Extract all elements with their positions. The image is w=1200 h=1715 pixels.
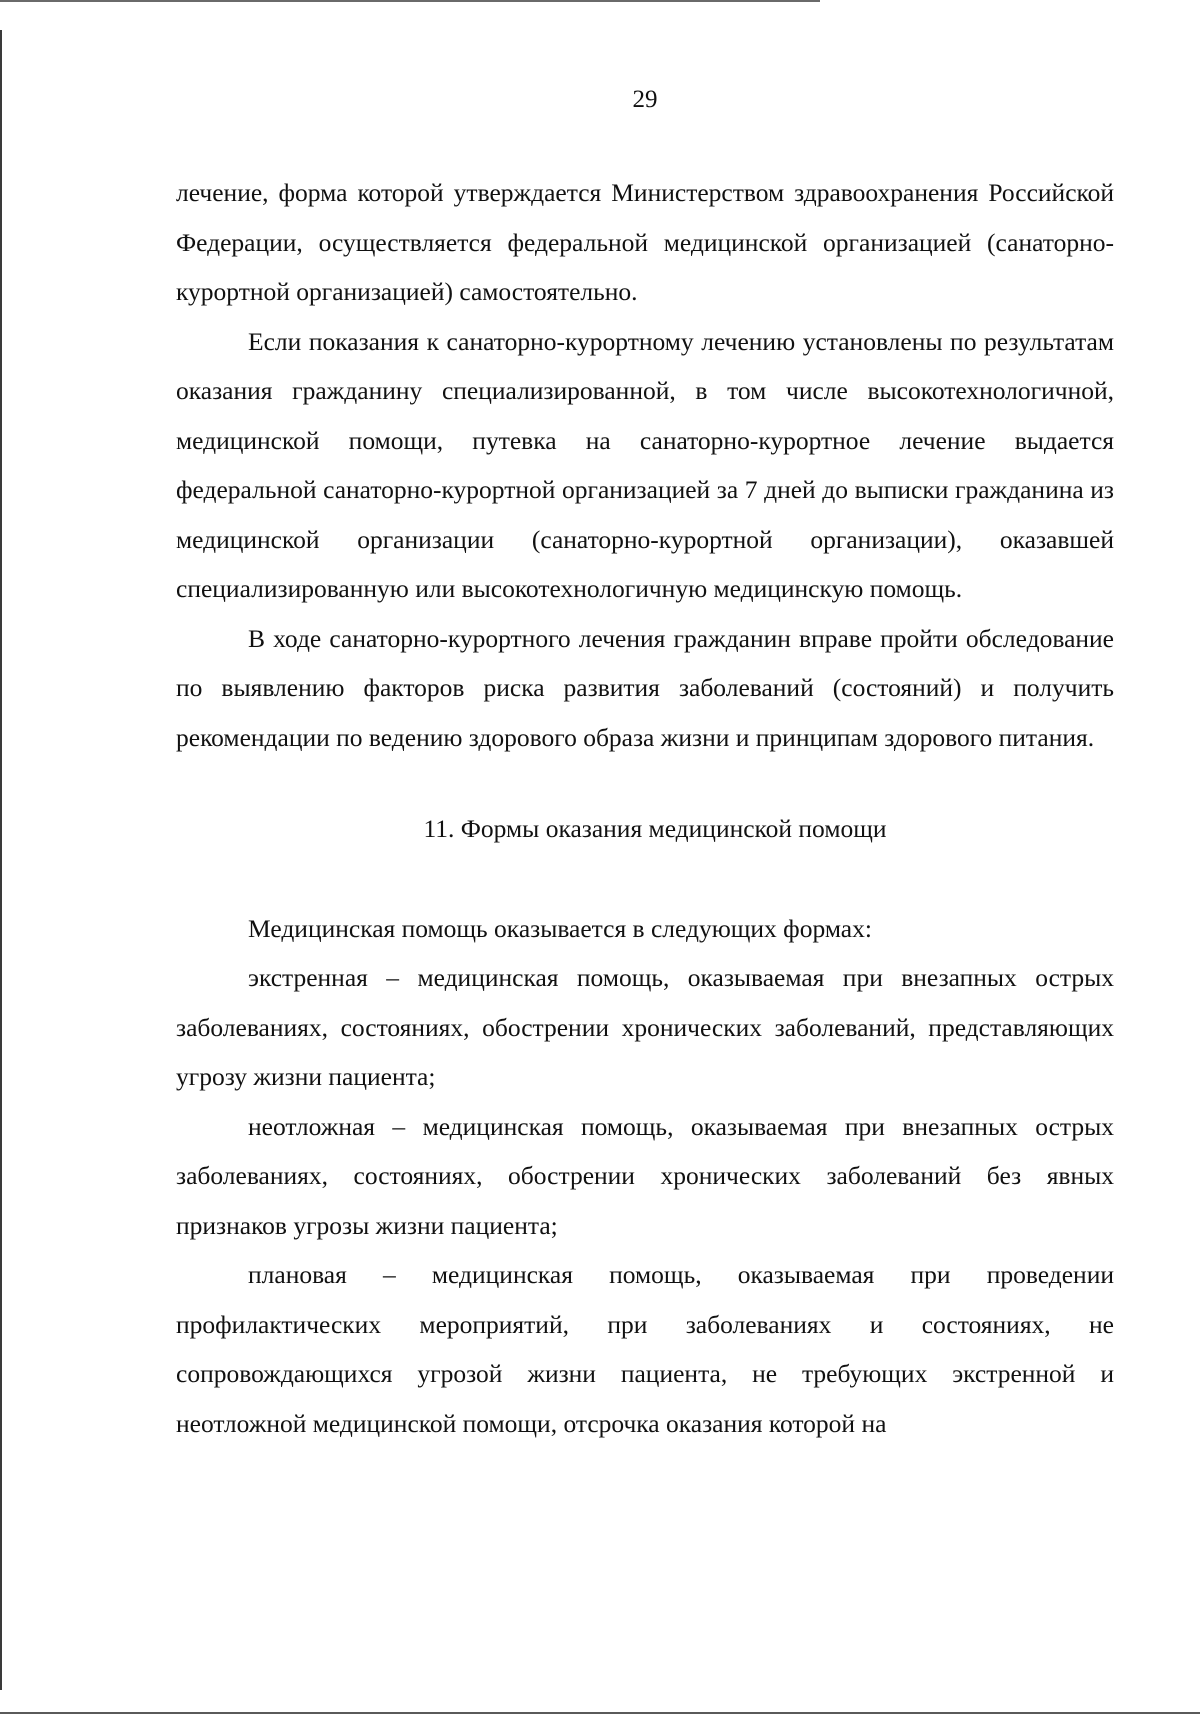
forms-intro: Медицинская помощь оказывается в следующих формах: — [248, 913, 872, 943]
scan-edge-left — [0, 30, 2, 1690]
paragraph-voucher-issuance: Если показания к санаторно-курортному лечению установлены по результатам оказания гражданину специализированной, в том числе высокотехнологичной, медицинской помощи, путевка на санаторно-курортное лечение выдается федеральной санаторно-курортной организацией за 7 дней до выписки гражданина из медицинской организации (санаторно-курортной организации), оказавшей специализированную или высокотехнологичную медицинскую помощь. — [176, 326, 1114, 603]
scan-edge-bottom — [0, 1712, 1200, 1714]
page-number: 29 — [632, 86, 658, 113]
paragraph-examination: В ходе санаторно-курортного лечения гражданин вправе пройти обследование по выявлению факторов риска развития заболеваний (состояний) и получить рекомендации по ведению здорового образа жизни и принципам здорового питания. — [176, 623, 1114, 752]
form-planned: плановая – медицинская помощь, оказываемая при проведении профилактических мероприятий, при заболеваниях и состояниях, не сопровождающихся угрозой жизни пациента, не требующих экстренной и неотложной медицинской помощи, отсрочка оказания которой на — [176, 1260, 1114, 1438]
paragraph-continuation: лечение, форма которой утверждается Министерством здравоохранения Российской Федерации, осуществляется федеральной медицинской организацией (санаторно-курортной организацией) самостоятельно. — [176, 178, 1114, 306]
document-body — [176, 168, 1114, 1448]
form-urgent: неотложная – медицинская помощь, оказываемая при внезапных острых заболеваниях, состояниях, обострении хронических заболеваний без явных признаков угрозы жизни пациента; — [176, 1111, 1114, 1240]
scan-edge-top — [0, 0, 820, 2]
form-emergency: экстренная – медицинская помощь, оказываемая при внезапных острых заболеваниях, состояниях, обострении хронических заболеваний, представляющих угрозу жизни пациента; — [176, 963, 1114, 1091]
section-heading: 11. Формы оказания медицинской помощи — [423, 814, 887, 843]
